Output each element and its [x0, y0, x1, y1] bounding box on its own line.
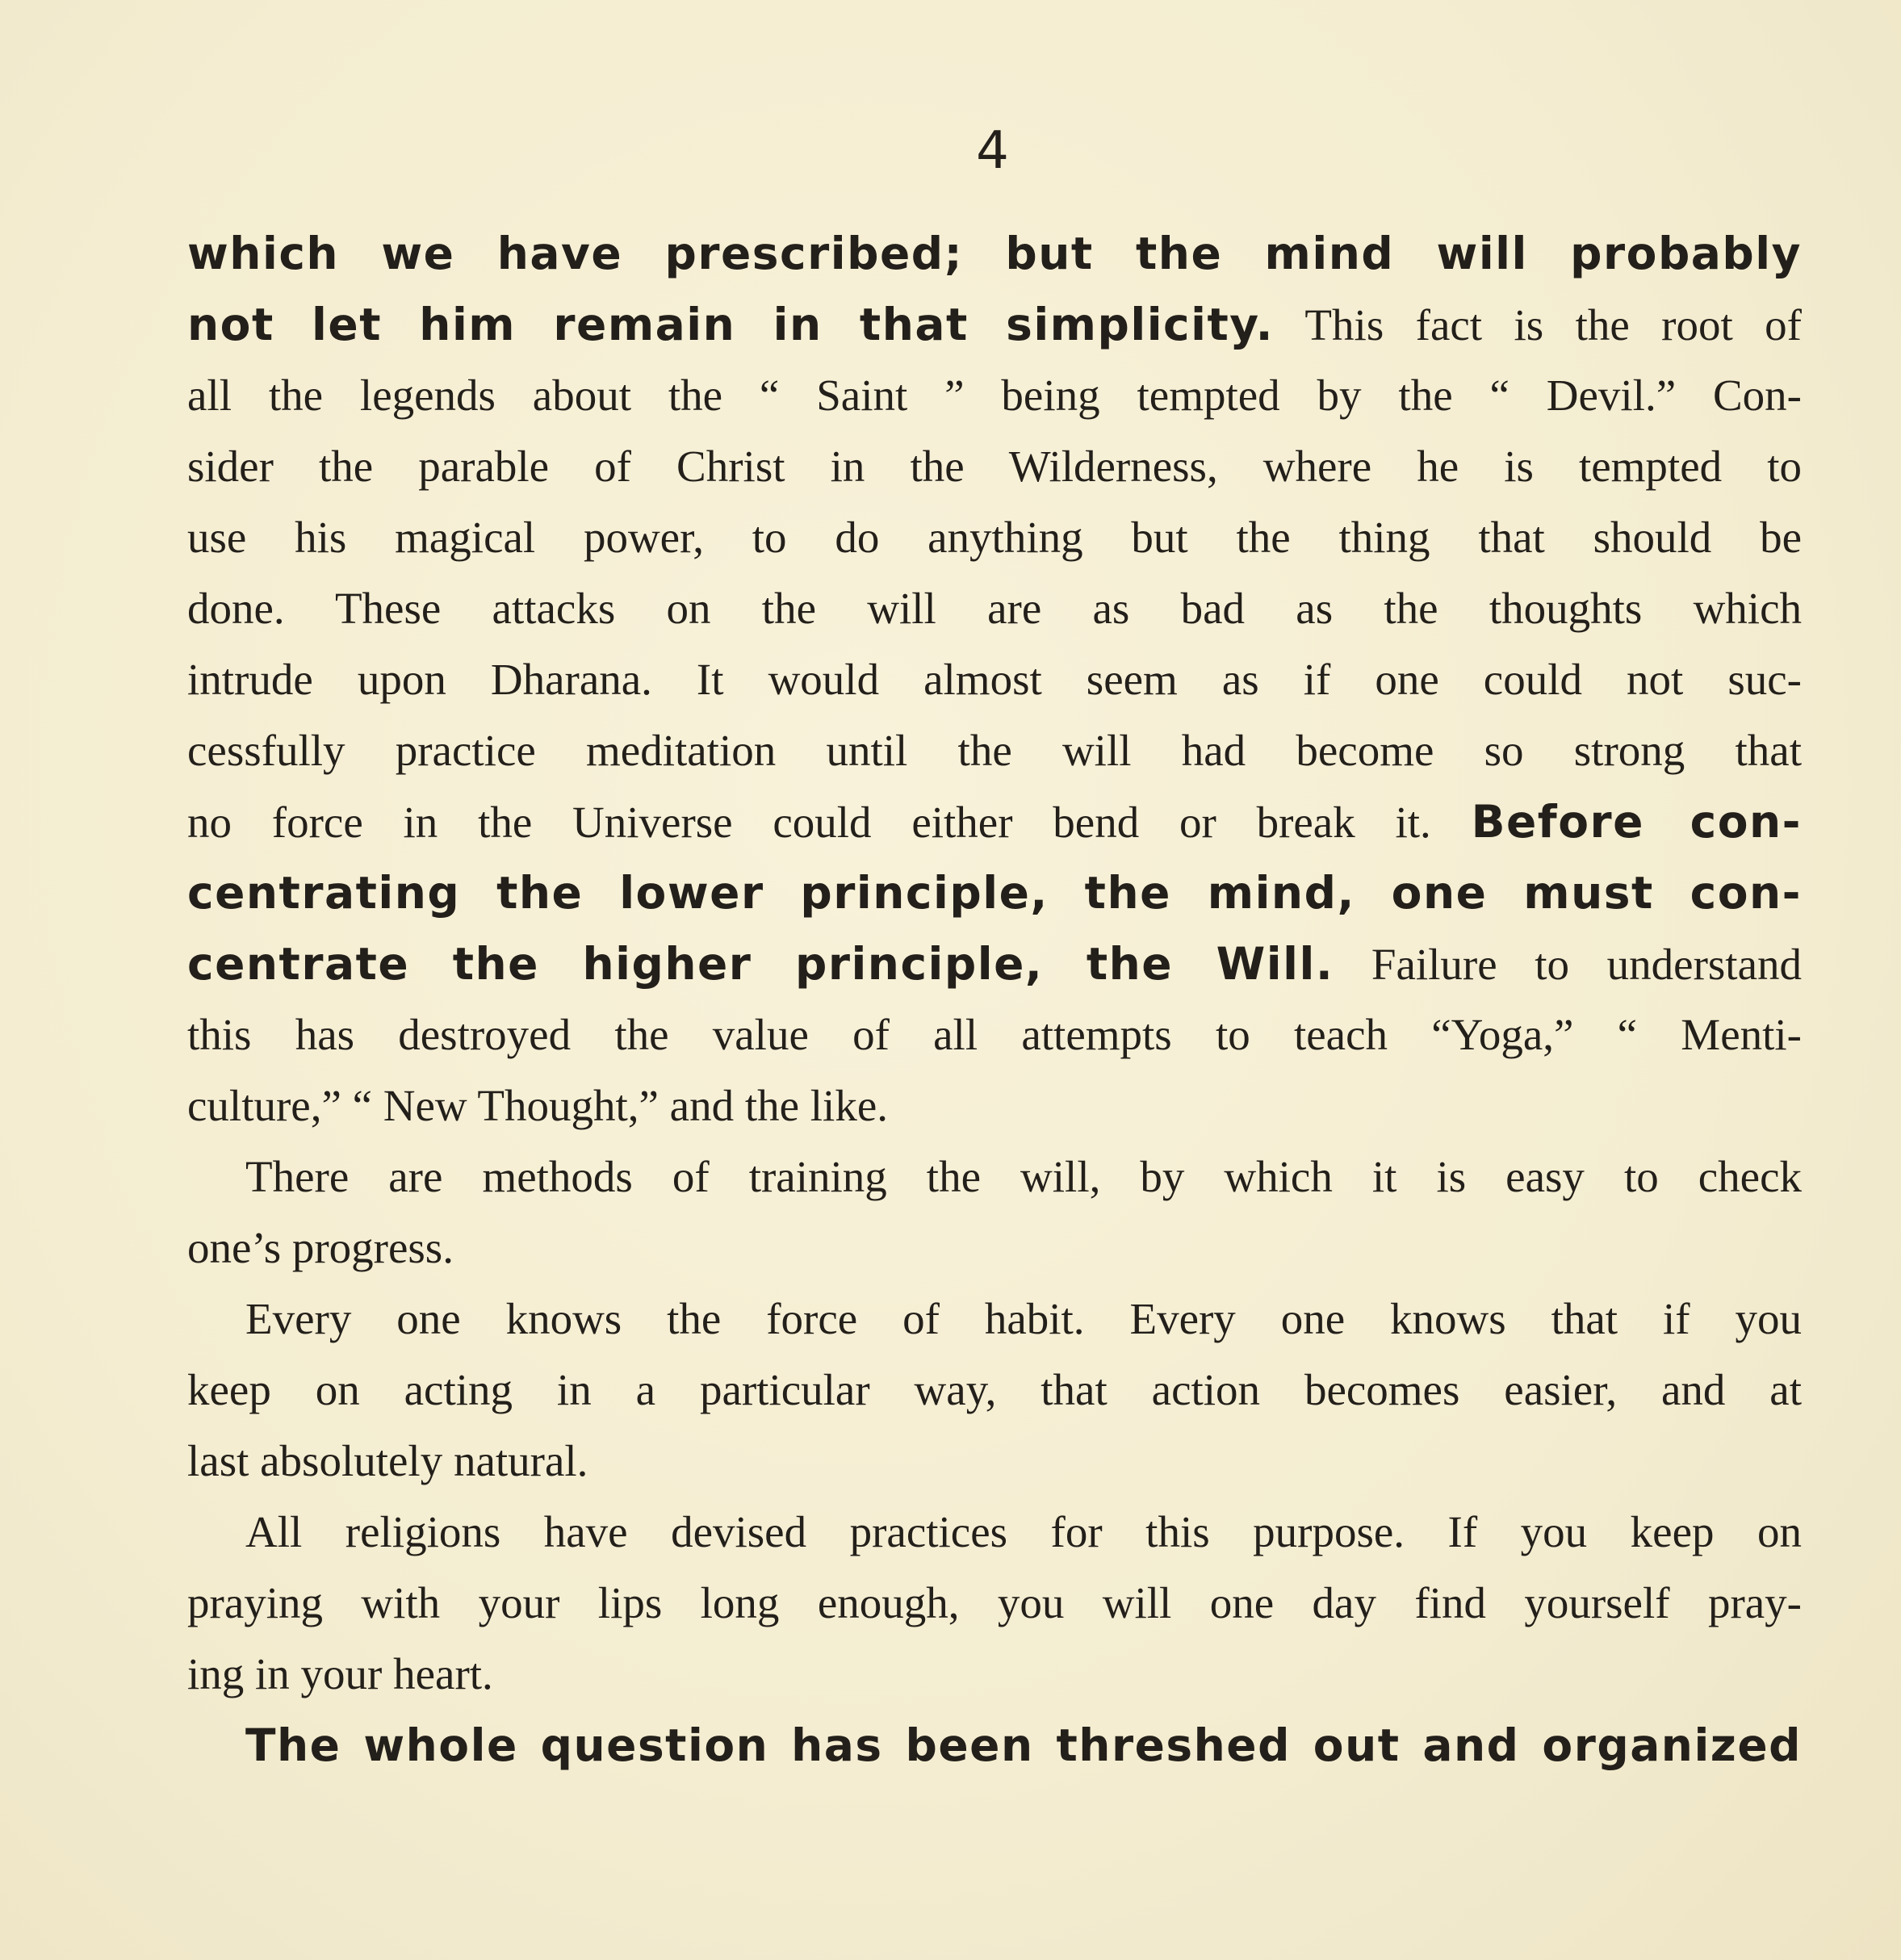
text-line: all the legends about the “ Saint ” being tempted by the “ Devil.” Con-	[187, 371, 1802, 420]
text-line: this has destroyed the value of all attempts to teach “Yoga,” “ Menti-	[187, 1010, 1802, 1059]
body-text	[187, 218, 1802, 1781]
text-line	[187, 218, 1802, 289]
line-text: Failure to understand	[1334, 940, 1802, 989]
paragraph-start-line: All religions have devised practices for this purpose. If you keep on	[245, 1507, 1802, 1556]
text-line: sider the parable of Christ in the Wilderness, where he is tempted to	[187, 442, 1802, 491]
text-line: ing in your heart.	[187, 1649, 493, 1698]
emphasized-text: centrate the higher principle, the Will.	[187, 938, 1334, 990]
emphasized-text: not let him remain in that simplicity.	[187, 299, 1275, 350]
emphasized-text: centrating the lower principle, the mind, one must con-	[187, 867, 1802, 919]
paragraph-start-line	[187, 1710, 1802, 1781]
text-line: last absolutely natural.	[187, 1436, 588, 1485]
text-line: keep on acting in a particular way, that action becomes easier, and at	[187, 1365, 1802, 1414]
text-line	[187, 857, 1802, 928]
paragraph-start-line: There are methods of training the will, by which it is easy to check	[245, 1152, 1802, 1201]
text-line	[187, 786, 1802, 857]
emphasized-text: The whole question has been threshed out and organized	[245, 1719, 1802, 1771]
page-number: 4	[976, 121, 1010, 181]
text-line	[187, 289, 1802, 360]
text-line: intrude upon Dharana. It would almost seem as if one could not suc-	[187, 655, 1802, 704]
text-line: culture,” “ New Thought,” and the like.	[187, 1081, 888, 1130]
text-line: one’s progress.	[187, 1223, 454, 1272]
line-text: no force in the Universe could either bend or break it.	[187, 798, 1472, 847]
text-line: use his magical power, to do anything but the thing that should be	[187, 513, 1802, 562]
emphasized-text: Before con-	[1471, 796, 1802, 848]
paragraph-start-line: Every one knows the force of habit. Every one knows that if you	[245, 1294, 1802, 1343]
text-line: done. These attacks on the will are as bad as the thoughts which	[187, 584, 1802, 633]
text-line	[187, 928, 1802, 999]
emphasized-text: which we have prescribed; but the mind will probably	[187, 228, 1802, 279]
line-text: This fact is the root of	[1274, 300, 1802, 350]
text-line: praying with your lips long enough, you will one day find yourself pray-	[187, 1578, 1802, 1627]
text-line: cessfully practice meditation until the will had become so strong that	[187, 726, 1802, 775]
